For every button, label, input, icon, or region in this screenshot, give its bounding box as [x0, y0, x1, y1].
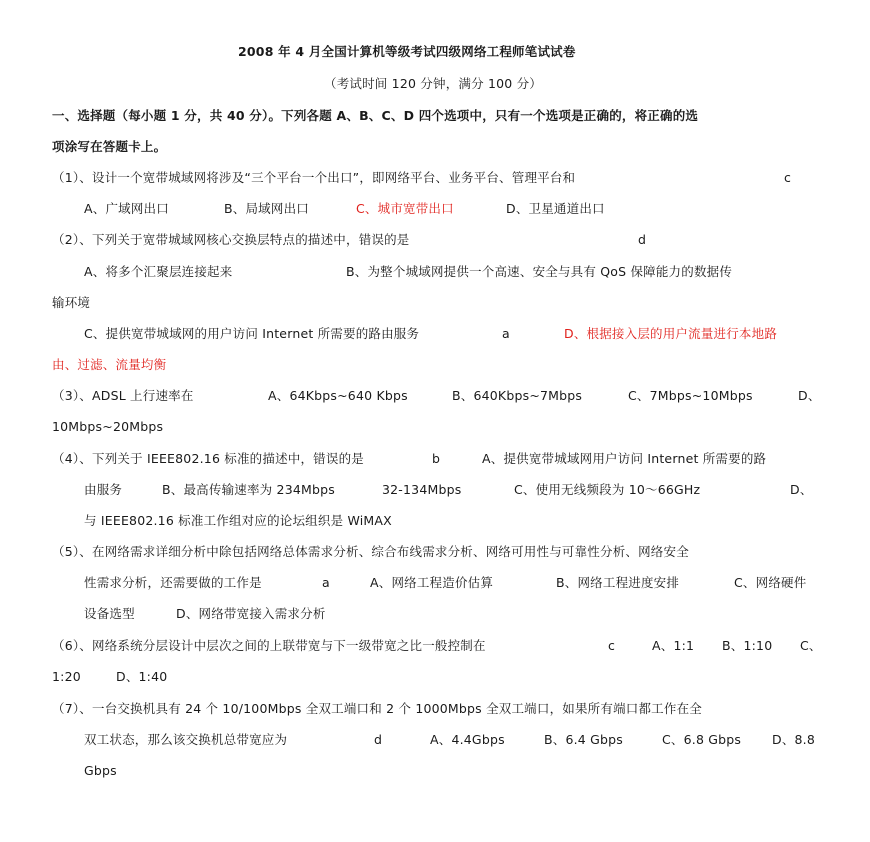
q5-option-d: D、网络带宽接入需求分析: [176, 606, 326, 621]
q4-option-d-line2: 与 IEEE802.16 标准工作组对应的论坛组织是 WiMAX: [84, 513, 392, 528]
page-title: 2008 年 4 月全国计算机等级考试四级网络工程师笔试试卷: [238, 44, 576, 59]
q2-answer: d: [638, 232, 647, 247]
q5-option-b: B、网络工程进度安排: [556, 575, 680, 590]
q6-option-d: D、1:40: [116, 669, 168, 684]
q2-option-a: A、将多个汇聚层连接起来: [84, 264, 233, 279]
q6-stem: （6）、网络系统分层设计中层次之间的上联带宽与下一级带宽之比一般控制在: [52, 638, 486, 653]
q5-option-a: A、网络工程造价估算: [370, 575, 494, 590]
page-subtitle: （考试时间 120 分钟，满分 100 分）: [324, 76, 543, 91]
q7-option-d-line1: D、8.8: [772, 732, 816, 747]
q4-answer: b: [432, 451, 441, 466]
q5-option-c-line2: 设备选型: [84, 606, 135, 621]
q2-option-d-line1: D、根据接入层的用户流量进行本地路: [564, 326, 778, 341]
q2-option-b-line2: 输环境: [52, 295, 91, 310]
q3-option-b: B、640Kbps~7Mbps: [452, 388, 583, 403]
q7-stem-line1: （7）、一台交换机具有 24 个 10/100Mbps 全双工端口和 2 个 1000Mbps 全双工端口，如果所有端口都工作在全: [52, 701, 702, 716]
q4-stem: （4）、下列关于 IEEE802.16 标准的描述中，错误的是: [52, 451, 364, 466]
q4-option-d-line1: D、: [790, 482, 813, 497]
q5-option-c-line1: C、网络硬件: [734, 575, 807, 590]
q1-option-d: D、卫星通道出口: [506, 201, 605, 216]
q5-stem-line1: （5）、在网络需求详细分析中除包括网络总体需求分析、综合布线需求分析、网络可用性与可靠性分析、网络安全: [52, 544, 689, 559]
q7-option-b: B、6.4 Gbps: [544, 732, 623, 747]
q7-answer: d: [374, 732, 383, 747]
q3-option-d-line1: D、: [798, 388, 821, 403]
q2-option-c: C、提供宽带城域网的用户访问 Internet 所需要的路由服务: [84, 326, 420, 341]
section-heading-line2: 项涂写在答题卡上。: [52, 139, 167, 154]
q5-answer: a: [322, 575, 330, 590]
q7-stem-line2: 双工状态，那么该交换机总带宽应为: [84, 732, 288, 747]
q1-option-c: C、城市宽带出口: [356, 201, 454, 216]
q1-option-b: B、局域网出口: [224, 201, 309, 216]
q2-option-b-line1: B、为整个城域网提供一个高速、安全与具有 QoS 保障能力的数据传: [346, 264, 733, 279]
q2-answer-secondary: a: [502, 326, 510, 341]
q3-option-a: A、64Kbps~640 Kbps: [268, 388, 408, 403]
q1-stem: （1）、设计一个宽带城域网将涉及“三个平台一个出口”，即网络平台、业务平台、管理平台和: [52, 170, 576, 185]
q7-option-d-line2: Gbps: [84, 763, 117, 778]
q6-option-c-line2: 1:20: [52, 669, 81, 684]
q6-answer: c: [608, 638, 616, 653]
q4-option-b: B、最高传输速率为 234Mbps: [162, 482, 335, 497]
q3-stem: （3）、ADSL 上行速率在: [52, 388, 194, 403]
section-heading-line1: 一、选择题（每小题 1 分，共 40 分）。下列各题 A、B、C、D 四个选项中，只有一个选项是正确的，将正确的选: [52, 108, 699, 123]
q1-answer: c: [784, 170, 792, 185]
q6-option-a: A、1:1: [652, 638, 695, 653]
q4-option-a-line2: 由服务: [84, 482, 123, 497]
q6-option-b: B、1:10: [722, 638, 773, 653]
q7-option-c: C、6.8 Gbps: [662, 732, 742, 747]
q2-option-d-line2: 由、过滤、流量均衡: [52, 357, 167, 372]
q4-option-c: C、使用无线频段为 10～66GHz: [514, 482, 701, 497]
q7-option-a: A、4.4Gbps: [430, 732, 505, 747]
q3-option-d-line2: 10Mbps~20Mbps: [52, 419, 164, 434]
q5-stem-line2: 性需求分析，还需要做的工作是: [84, 575, 262, 590]
q3-option-c: C、7Mbps~10Mbps: [628, 388, 753, 403]
q2-stem: （2）、下列关于宽带城域网核心交换层特点的描述中，错误的是: [52, 232, 410, 247]
q6-option-c-line1: C、: [800, 638, 822, 653]
q4-option-b-note: 32-134Mbps: [382, 482, 462, 497]
q4-option-a-line1: A、提供宽带城域网用户访问 Internet 所需要的路: [482, 451, 767, 466]
q1-option-a: A、广域网出口: [84, 201, 169, 216]
